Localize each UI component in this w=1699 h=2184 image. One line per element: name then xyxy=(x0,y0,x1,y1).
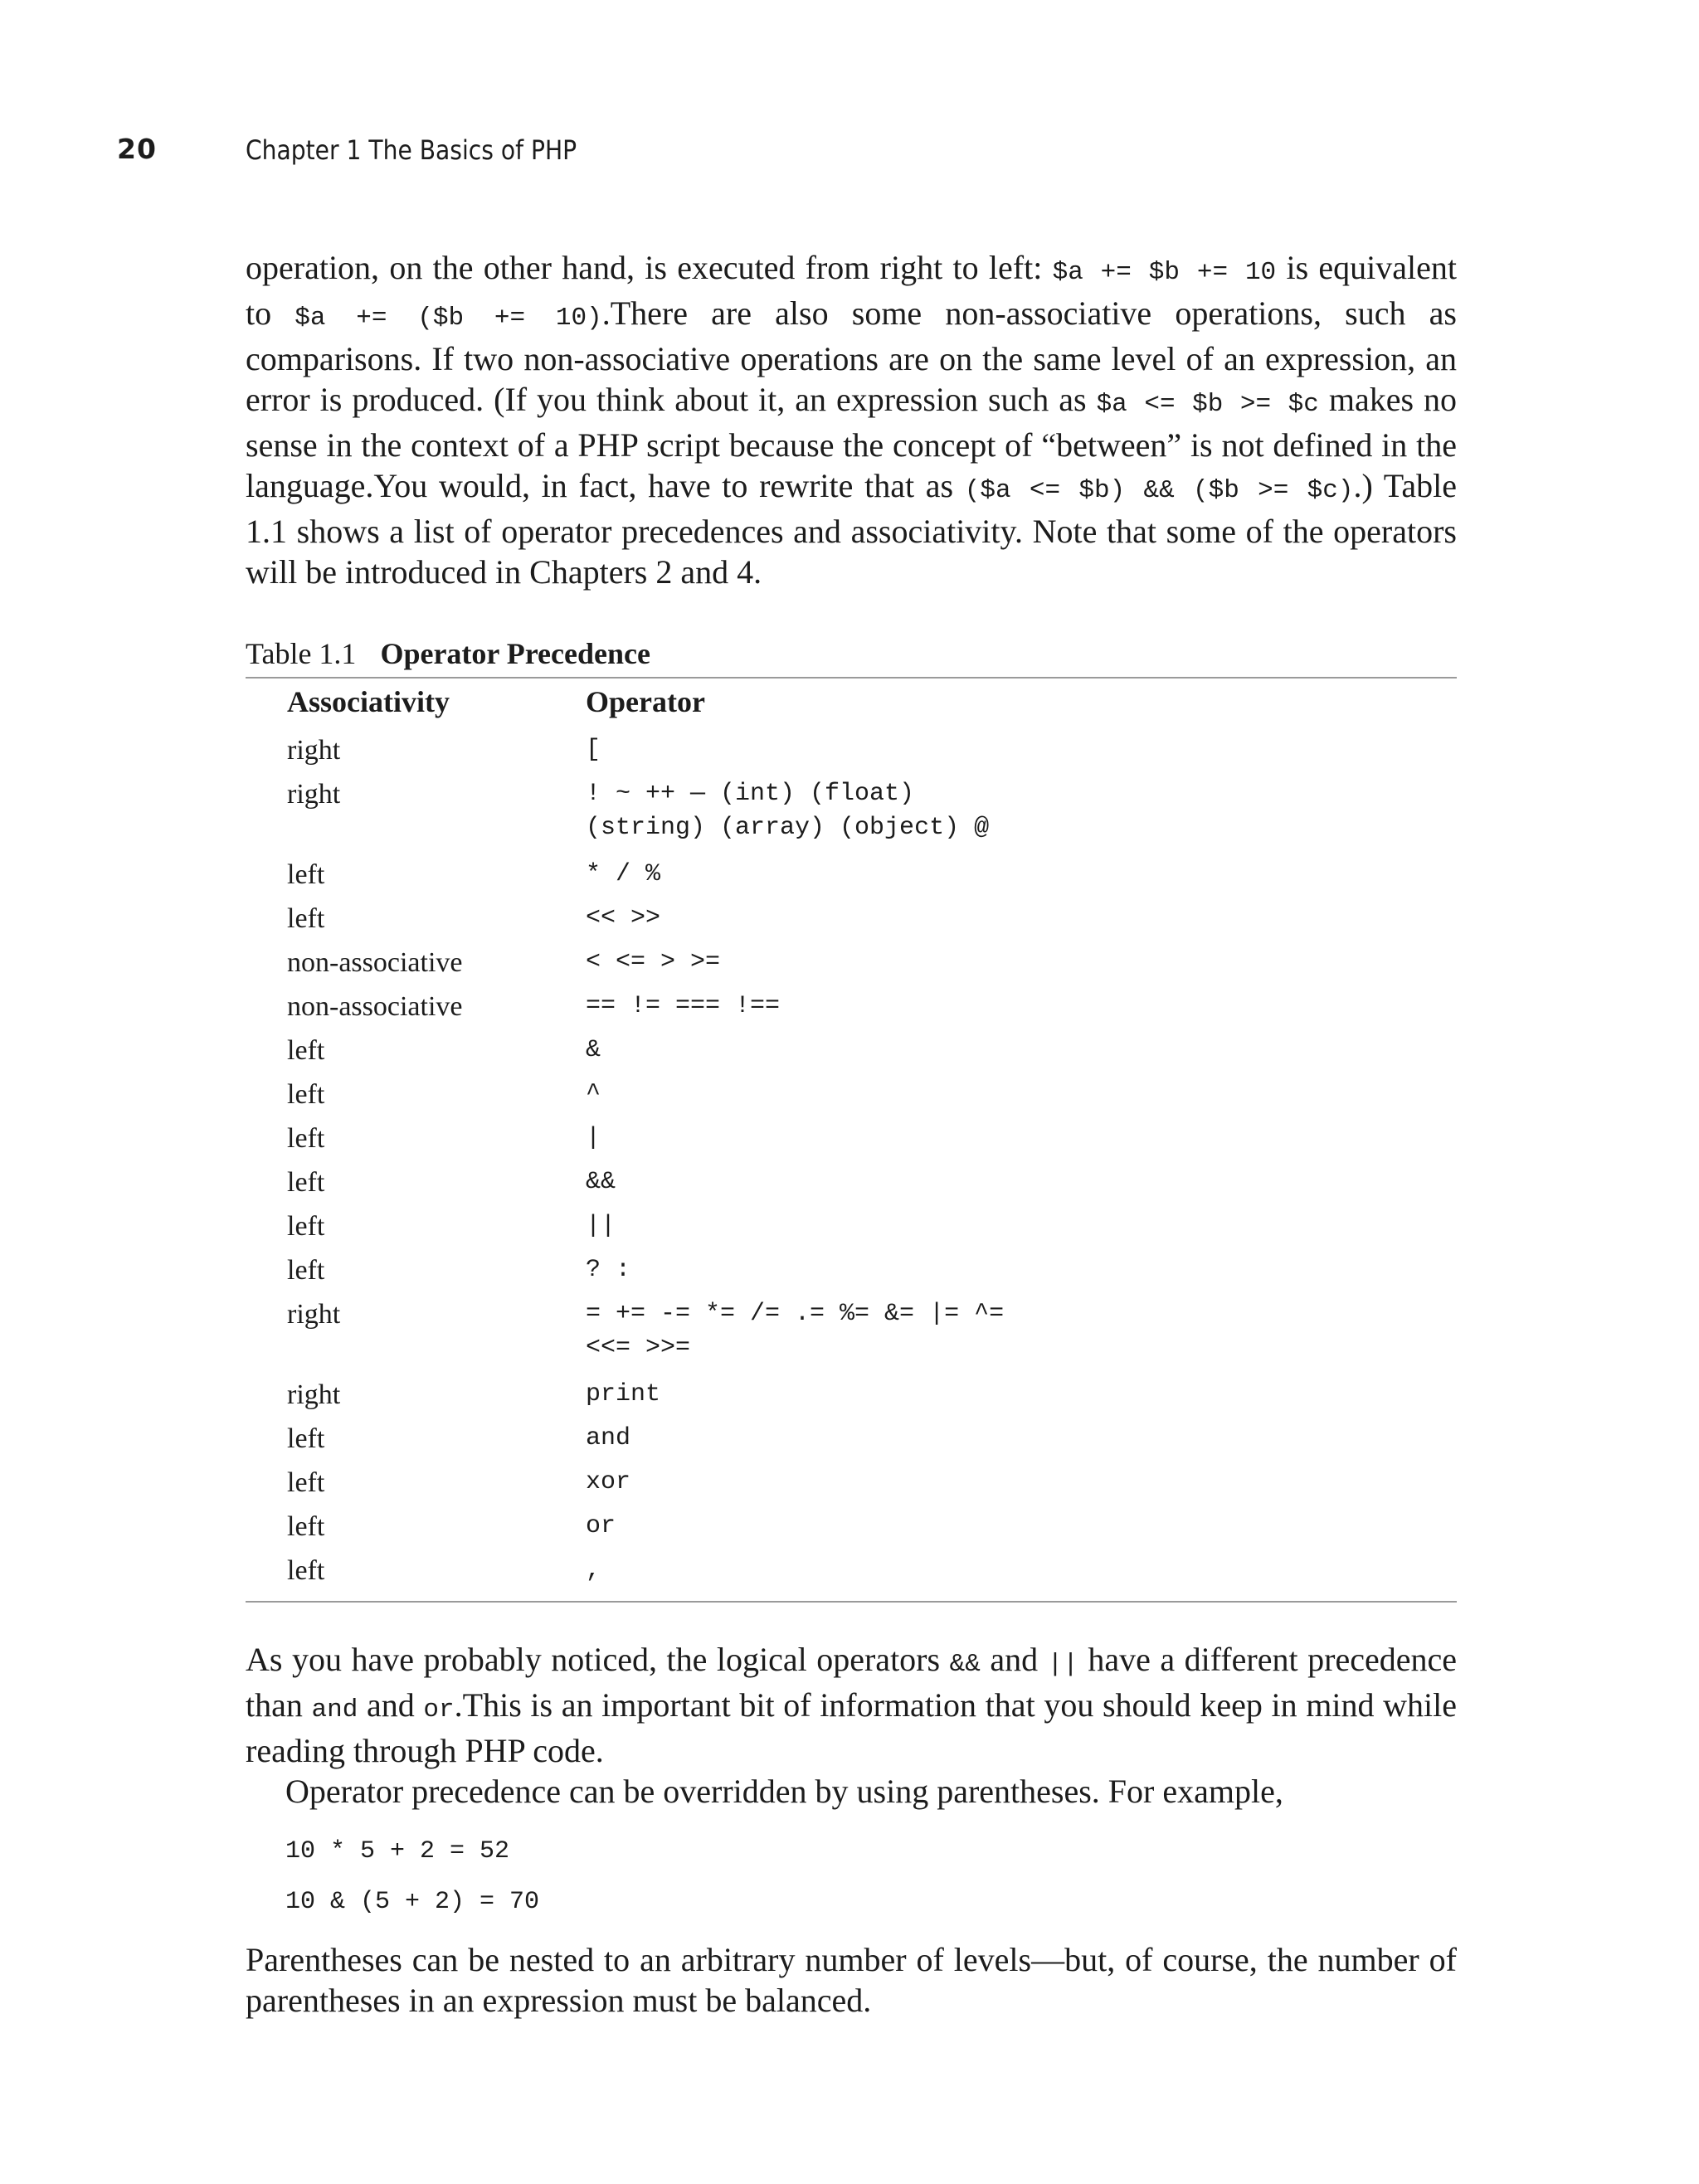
operator-text: print xyxy=(586,1380,661,1408)
table-row xyxy=(246,1116,1457,1160)
associativity-cell: left xyxy=(287,1511,325,1542)
logical-text-2: and xyxy=(980,1641,1048,1678)
associativity-cell: right xyxy=(287,1299,341,1330)
intro-text-3: .There are also some non-associative operations, such as comparisons. If two non-associative operations are on the same level of an expression, an error is produced. (If you think about it, an expression such as xyxy=(246,294,1457,418)
table-row xyxy=(246,897,1457,941)
operator-text: = += -= *= /= .= %= &= |= ^= xyxy=(586,1300,1005,1328)
intro-text-2: is equivalent to xyxy=(246,249,1458,332)
table-header-row xyxy=(246,679,1457,728)
code-line: 10 & (5 + 2) = 70 xyxy=(285,1888,540,1916)
operator-cell xyxy=(586,1549,1457,1602)
operator-cell xyxy=(586,1461,1457,1505)
operator-text-continued: <<= >>= xyxy=(586,1334,691,1362)
table-row xyxy=(246,1549,1457,1602)
logical-code-3: and xyxy=(311,1695,358,1724)
associativity-cell: right xyxy=(287,1379,341,1410)
table-row xyxy=(246,1029,1457,1073)
operator-cell xyxy=(586,728,1457,772)
operator-cell xyxy=(586,1505,1457,1549)
operator-precedence-table xyxy=(246,679,1457,1603)
operator-text: , xyxy=(586,1556,601,1584)
associativity-cell: left xyxy=(287,1035,325,1066)
operator-cell xyxy=(586,1248,1457,1292)
logical-text-4: and xyxy=(358,1686,424,1724)
associativity-cell: left xyxy=(287,1123,325,1154)
table-label: Table 1.1 xyxy=(246,637,357,670)
associativity-cell: left xyxy=(287,903,325,934)
intro-paragraph xyxy=(246,247,1457,592)
associativity-cell: left xyxy=(287,1211,325,1242)
operator-cell xyxy=(586,1204,1457,1248)
logical-code-1: && xyxy=(949,1650,981,1679)
operator-cell xyxy=(586,985,1457,1029)
operator-text: | xyxy=(586,1124,601,1152)
operator-text: < <= > >= xyxy=(586,948,721,976)
operator-text: or xyxy=(586,1512,616,1540)
table-title: Operator Precedence xyxy=(380,637,650,670)
operator-text-continued: (string) (array) (object) @ xyxy=(586,814,990,842)
table-row xyxy=(246,1505,1457,1549)
table-row xyxy=(246,1248,1457,1292)
associativity-cell: non-associative xyxy=(287,991,463,1022)
table-row xyxy=(246,1461,1457,1505)
operator-cell xyxy=(586,897,1457,941)
table-row xyxy=(246,728,1457,772)
table-row xyxy=(246,853,1457,897)
table-row xyxy=(246,1204,1457,1248)
page-header xyxy=(0,133,1699,173)
operator-text: || xyxy=(586,1212,616,1240)
operator-header: Operator xyxy=(586,685,705,718)
logical-code-4: or xyxy=(423,1695,455,1724)
code-example xyxy=(285,1826,1457,1928)
associativity-cell: left xyxy=(287,1423,325,1454)
logical-code-2: || xyxy=(1047,1650,1078,1679)
operator-cell xyxy=(586,1417,1457,1461)
operator-text: and xyxy=(586,1424,631,1452)
associativity-cell: left xyxy=(287,1555,325,1586)
code-line: 10 * 5 + 2 = 52 xyxy=(285,1837,510,1865)
table-row xyxy=(246,1073,1457,1116)
operator-text: ! ~ ++ — (int) (float) xyxy=(586,780,915,808)
operator-cell xyxy=(586,772,1457,853)
closing-paragraph: Parentheses can be nested to an arbitrary number of levels—but, of course, the number of parentheses in an expression must be balanced. xyxy=(246,1941,1457,2019)
associativity-cell: left xyxy=(287,1167,325,1198)
intro-text-5: .) Table 1.1 shows a list of operator precedences and associativity. Note that some of the operators will be introduced in Chapters 2 and 4. xyxy=(246,467,1457,591)
intro-code-4: ($a <= $b) && ($b >= $c) xyxy=(964,476,1354,505)
operator-text: && xyxy=(586,1168,616,1196)
associativity-cell: right xyxy=(287,779,341,810)
intro-text-4: makes no sense in the context of a PHP script because the concept of “between” is not defined in the language.You would, in fact, have to rewrite that as xyxy=(246,381,1457,504)
table-row xyxy=(246,1417,1457,1461)
operator-cell xyxy=(586,853,1457,897)
operator-text: == != === !== xyxy=(586,992,781,1020)
operator-text: xor xyxy=(586,1468,631,1496)
table-row xyxy=(246,772,1457,853)
table-body xyxy=(246,728,1457,1602)
intro-code-1: $a += $b += 10 xyxy=(1052,258,1277,287)
page-number: 20 xyxy=(117,133,157,165)
associativity-cell: non-associative xyxy=(287,947,463,978)
logical-text-1: As you have probably noticed, the logical operators xyxy=(246,1641,950,1678)
table-caption xyxy=(246,635,1457,679)
associativity-cell: right xyxy=(287,735,341,766)
associativity-cell: left xyxy=(287,1079,325,1110)
operator-text: ? : xyxy=(586,1256,631,1284)
operator-cell xyxy=(586,1029,1457,1073)
override-paragraph: Operator precedence can be overridden by using parentheses. For example, xyxy=(285,1773,1283,1810)
associativity-cell: left xyxy=(287,859,325,890)
operator-cell xyxy=(586,1292,1457,1373)
operator-cell xyxy=(586,1073,1457,1116)
intro-text-1: operation, on the other hand, is executed from right to left: xyxy=(246,249,1053,286)
operator-cell xyxy=(586,941,1457,985)
operator-text: [ xyxy=(586,736,601,764)
logical-text-5: .This is an important bit of information that you should keep in mind while reading through PHP code. xyxy=(246,1686,1458,1769)
table-row xyxy=(246,1373,1457,1417)
table-row xyxy=(246,941,1457,985)
intro-code-3: $a <= $b >= $c xyxy=(1096,390,1319,419)
operator-text: ^ xyxy=(586,1080,601,1108)
associativity-header: Associativity xyxy=(287,685,450,718)
associativity-cell: left xyxy=(287,1255,325,1286)
operator-cell xyxy=(586,1160,1457,1204)
operator-text: & xyxy=(586,1036,601,1064)
table-row xyxy=(246,1292,1457,1373)
intro-code-2: $a += ($b += 10) xyxy=(295,304,602,333)
operator-text: << >> xyxy=(586,904,661,932)
page-content xyxy=(246,247,1457,2021)
associativity-cell: left xyxy=(287,1467,325,1498)
table-row xyxy=(246,985,1457,1029)
logical-text-3: have a different precedence than xyxy=(246,1641,1457,1724)
running-head: Chapter 1 The Basics of PHP xyxy=(246,134,577,166)
logical-operators-paragraph xyxy=(246,1639,1457,1771)
operator-cell xyxy=(586,1116,1457,1160)
operator-cell xyxy=(586,1373,1457,1417)
operator-text: * / % xyxy=(586,860,661,888)
table-row xyxy=(246,1160,1457,1204)
